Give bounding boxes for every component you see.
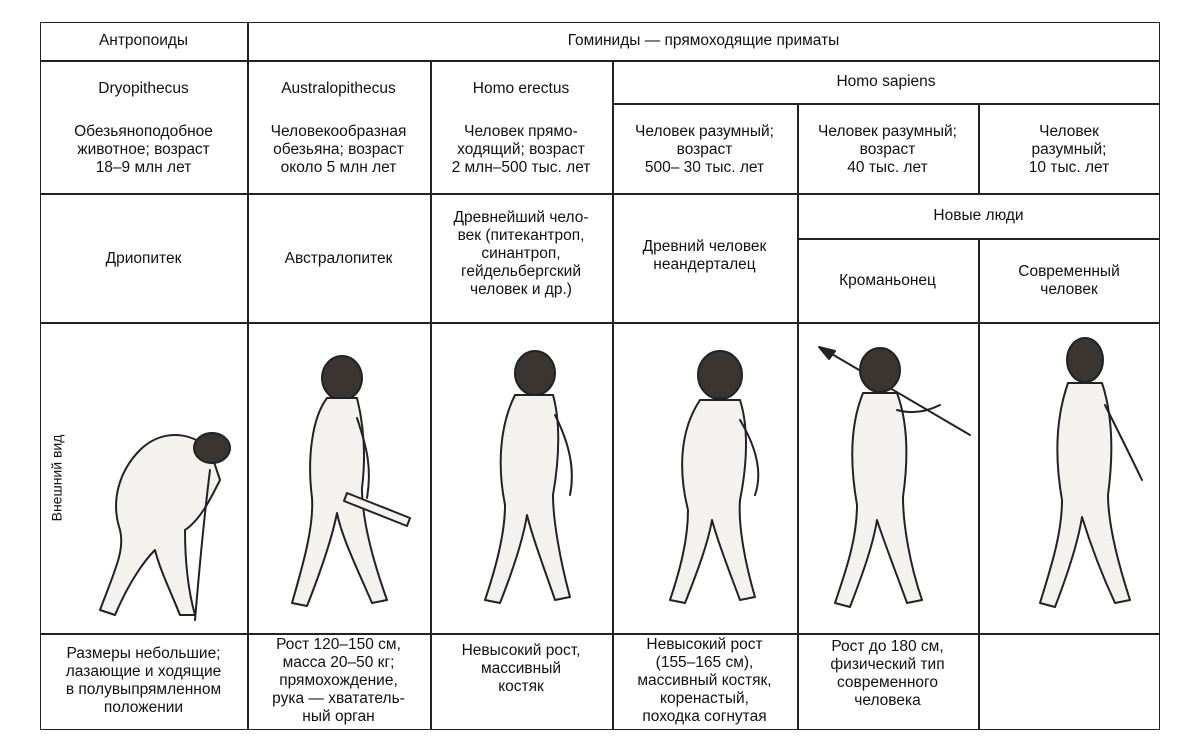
- latin-homo-sapiens: Homo sapiens: [836, 73, 936, 90]
- appearance-label-text: Внешний вид: [48, 434, 64, 522]
- latin-australopithecus: Australopithecus: [281, 80, 396, 97]
- latin-dryopithecus: Dryopithecus: [98, 80, 189, 97]
- neanderthal-figure-icon: [640, 345, 780, 610]
- features-neanderthal: Невысокий рост (155–165 см), массивный костяк, коренастый, походка согнутая: [637, 636, 772, 725]
- dryopithecus-figure-icon: [60, 410, 240, 630]
- header-anthropoids: Антропоиды: [98, 32, 189, 49]
- cro-magnon-figure-icon: [805, 345, 980, 615]
- features-modern: [978, 634, 1160, 714]
- features-cro-magnon: Рост до 180 см, физический тип современного человека: [830, 638, 945, 709]
- name-neanderthal: Древний человек неандерталец: [642, 238, 767, 273]
- desc-australopithecus: Человекообразная обезьяна; возраст около 5 млн лет: [270, 123, 407, 176]
- header-new-people: Новые люди: [933, 207, 1024, 224]
- header-hominids: Гоминиды — прямоходящие приматы: [567, 32, 840, 49]
- divider: [612, 103, 1160, 105]
- desc-modern: Человек разумный; 10 тыс. лет: [1028, 123, 1110, 176]
- features-homo-erectus: Невысокий рост, массивный костяк: [461, 642, 581, 695]
- features-australopithecus: Рост 120–150 см, масса 20–50 кг; прямохождение, рука — хвататель- ный орган: [272, 636, 405, 725]
- modern-human-figure-icon: [1010, 335, 1150, 615]
- desc-neanderthal: Человек разумный; возраст 500– 30 тыс. лет: [635, 123, 774, 176]
- name-homo-erectus: Древнейший чело- век (питекантроп, синантроп, гейдельбергский человек и др.): [453, 209, 589, 298]
- name-modern: Современный человек: [1018, 263, 1120, 298]
- homo-erectus-figure-icon: [455, 345, 595, 610]
- desc-dryopithecus: Обезьяноподобное животное; возраст 18–9 млн лет: [74, 123, 213, 176]
- name-dryopithecus: Дриопитек: [105, 249, 182, 267]
- name-australopithecus: Австралопитек: [284, 249, 393, 267]
- divider: [40, 322, 1160, 324]
- features-dryopithecus: Размеры небольшие; лазающие и ходящие в полувыпрямленном положении: [65, 645, 222, 716]
- name-cro-magnon: Кроманьонец: [839, 272, 936, 289]
- desc-cro-magnon: Человек разумный; возраст 40 тыс. лет: [818, 123, 957, 176]
- desc-homo-erectus: Человек прямо- ходящий; возраст 2 млн–500 тыс. лет: [451, 123, 591, 176]
- australopithecus-figure-icon: [262, 348, 422, 613]
- latin-homo-erectus: Homo erectus: [472, 80, 570, 97]
